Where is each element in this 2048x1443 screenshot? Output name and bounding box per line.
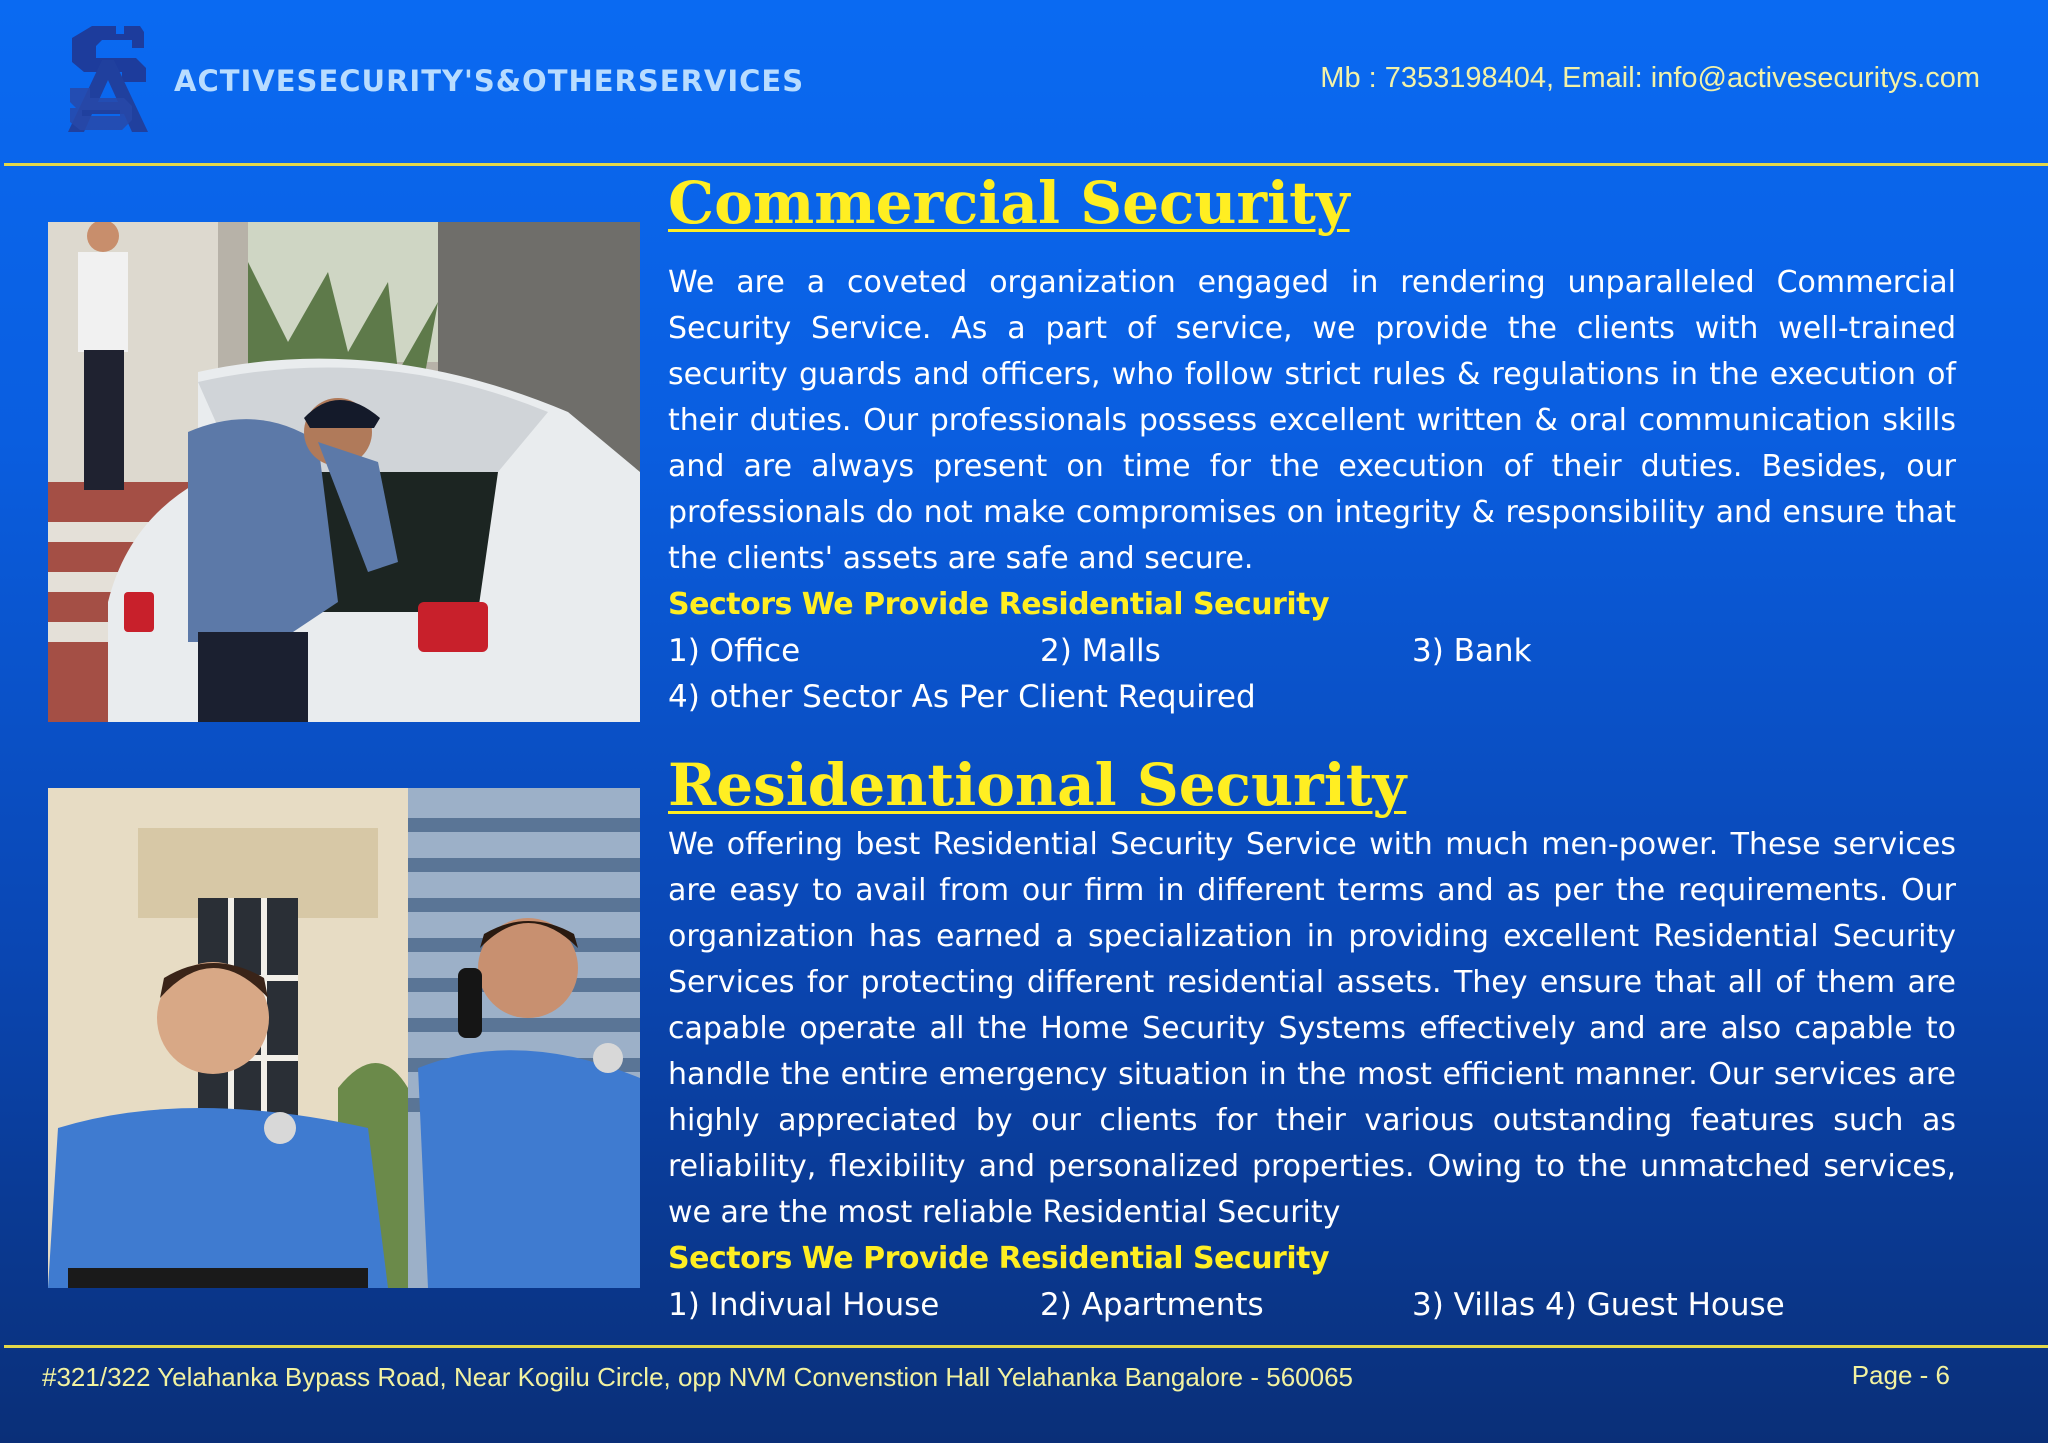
section-title: Commercial Security	[668, 169, 1350, 237]
sectors-heading: Sectors We Provide Residential Security	[668, 587, 1330, 622]
page-header	[0, 0, 2048, 166]
security-guards-outside-building-photo	[48, 788, 640, 1288]
section-body: We are a coveted organization engaged in rendering unparalleled Commercial Security Service. As a part of service, we provide the clients with well-trained security guards and officers, who follow strict rules & regulations in the execution of their duties. Our professionals possess excellent written & oral communication skills and are always present on time for the execution of their duties. Besides, our professionals do not make compromises on integrity & responsibility and ensure that the clients' assets are safe and secure.	[668, 265, 1956, 576]
sector-item: 1) Office	[668, 633, 801, 669]
guard-inspecting-car-trunk-photo	[48, 222, 640, 722]
sectors-heading: Sectors We Provide Residential Security	[668, 1241, 1330, 1276]
section-body: We offering best Residential Security Service with much men-power. These services are easy to avail from our firm in different terms and as per the requirements. Our organization has earned a specialization in providing excellent Residential Security Services for protecting different residential assets. They ensure that all of them are capable operate all the Home Security Systems effectively and are also capable to handle the entire emergency situation in the most efficient manner. Our services are highly appreciated by our clients for their various outstanding features such as reliability, flexibility and personalized properties. Owing to the unmatched services, we are the most reliable Residential Security	[668, 827, 1956, 1230]
sector-item: 1) Indivual House	[668, 1287, 940, 1323]
sector-item: 2) Apartments	[1040, 1287, 1264, 1323]
footer-address: #321/322 Yelahanka Bypass Road, Near Kogilu Circle, opp NVM Convenstion Hall Yelahanka Bangalore - 560065	[42, 1362, 1353, 1392]
footer-divider	[4, 1345, 2048, 1348]
header-divider	[4, 163, 2048, 166]
sector-item: 2) Malls	[1040, 633, 1161, 669]
page-number: Page - 6	[1851, 1360, 1950, 1390]
as-monogram-logo	[62, 24, 154, 136]
section-title: Residentional Security	[668, 751, 1407, 819]
brand-name: ACTIVESECURITY'S&OTHERSERVICES	[174, 64, 805, 98]
sector-item: 3) Villas 4) Guest House	[1412, 1287, 1785, 1323]
sector-list	[668, 628, 1956, 674]
sector-item: 3) Bank	[1412, 633, 1532, 669]
residential-security-section	[668, 750, 1956, 1328]
contact-info[interactable]: Mb : 7353198404, Email: info@activesecuritys.com	[1320, 62, 1980, 94]
sector-item: 4) other Sector As Per Client Required	[668, 679, 1256, 715]
sector-list-extra	[668, 674, 1956, 720]
commercial-security-section	[668, 168, 1956, 720]
sector-list	[668, 1282, 1956, 1328]
